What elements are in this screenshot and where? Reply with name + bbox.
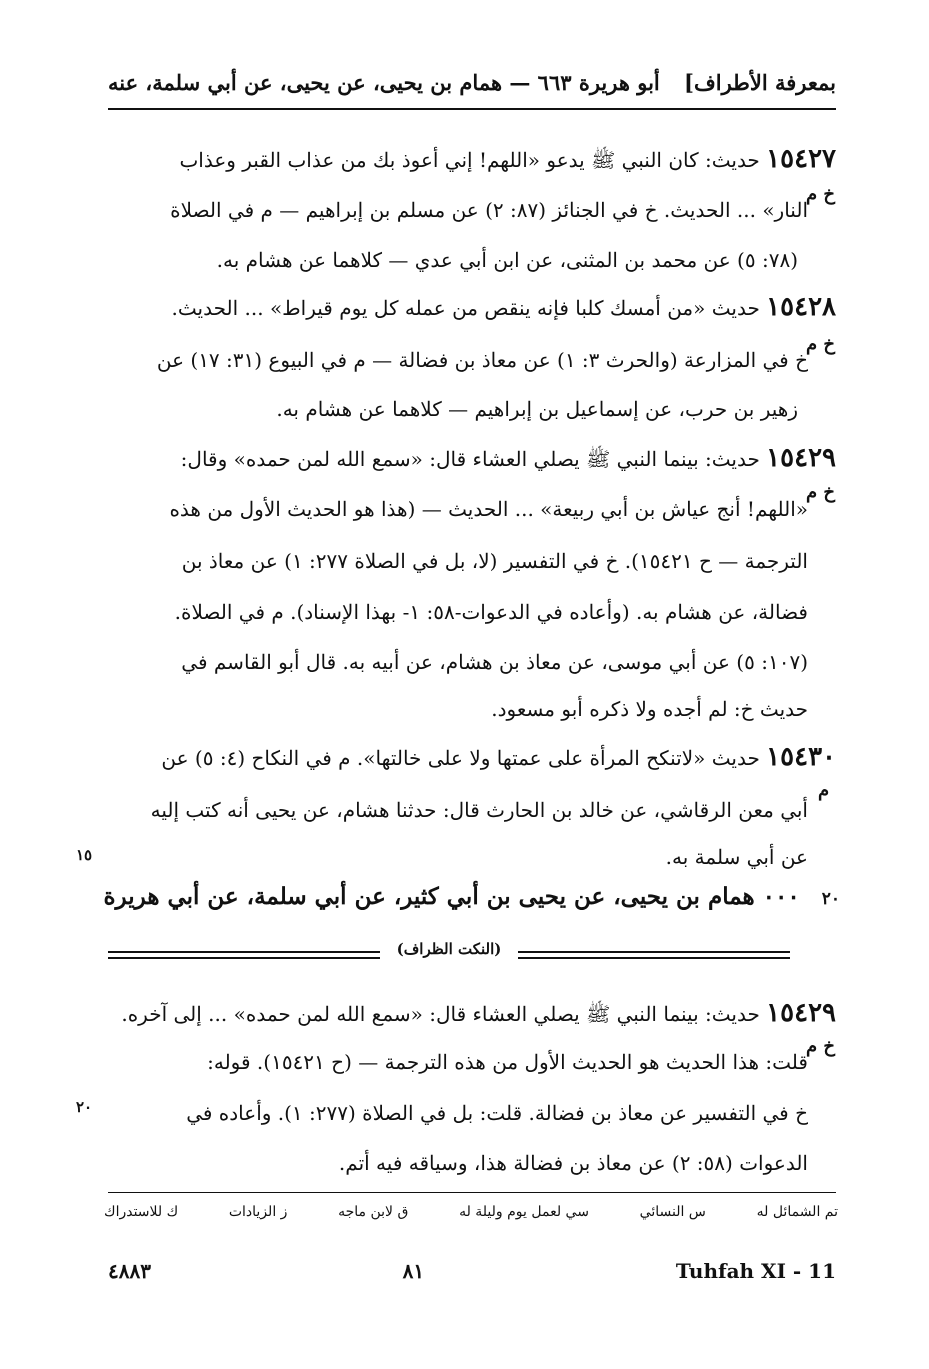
footer-right: Tuhfah XI - 11: [675, 1259, 836, 1283]
nukat-label: (النكت الظراف): [396, 940, 502, 958]
text-line: [108, 692, 808, 728]
line-text: «اللهم! أنج عياش بن أبي ربيعة» ... الحديث — (هذا هو الحديث الأول من هذه: [169, 497, 808, 521]
line-text: حديث: بينما النبي ﷺ يصلي العشاء قال: «سمع الله لمن حمده» وقال:: [180, 447, 760, 471]
margin-siglum: م: [818, 780, 830, 801]
sigla-key: [104, 1204, 838, 1234]
margin-siglum: خ م: [806, 1036, 836, 1057]
line-text: حديث «لاتنكح المرأة على عمتها ولا على خالتها». م في النكاح (٤: ٥) عن: [161, 746, 760, 770]
hadith-number: ١٥٤٢٨: [766, 292, 836, 322]
line-text: حديث «من أمسك كلبا فإنه ينقص من عمله كل يوم قيراط» ... الحديث.: [171, 296, 760, 320]
line-number: ١٥: [76, 846, 93, 864]
margin-siglum: خ م: [806, 334, 836, 355]
hadith-number: ١٥٤٢٩: [766, 998, 836, 1028]
page-footer: [108, 1256, 836, 1286]
siglum-item: ز الزيادات: [228, 1204, 288, 1220]
isnad-text: ٠٠٠ همام بن يحيى، عن يحيى بن أبي كثير، عن أبي سلمة، عن أبي هريرة: [103, 883, 800, 910]
line-text: حديث: بينما النبي ﷺ يصلي العشاء قال: «سمع الله لمن حمده» ... إلى آخره.: [121, 1002, 760, 1026]
text-line: [108, 840, 808, 876]
margin-siglum: خ م: [806, 184, 836, 205]
text-line: [108, 645, 808, 681]
margin-siglum: خ م: [806, 482, 836, 503]
divider-line: [108, 957, 380, 959]
line-text: حديث: كان النبي ﷺ يدعو «اللهم! إني أعوذ بك من عذاب القبر وعذاب: [179, 148, 760, 172]
line-text: عن أبي سلمة به.: [665, 845, 808, 869]
siglum-item: ك للاستدراك: [104, 1204, 179, 1220]
divider-line: [518, 957, 790, 959]
hadith-number: ١٥٤٢٧: [766, 144, 836, 174]
line-text: خ في التفسير عن معاذ بن فضالة. قلت: بل في الصلاة (٢٧٧: ١). وأعاده في: [186, 1101, 808, 1125]
divider-line: [108, 951, 380, 953]
line-text: أبي معن الرقاشي، عن خالد بن الحارث قال: حدثنا هشام، عن يحيى أنه كتب إليه: [150, 798, 808, 822]
hadith-number: ١٥٤٢٩: [766, 443, 836, 473]
line-text: حديث خ: لم أجده ولا ذكره أبو مسعود.: [491, 697, 808, 721]
text-line: [108, 441, 836, 477]
line-text: خ في المزارعة (والحرث ٣: ١) عن معاذ بن فضالة — م في البيوع (٣١: ١٧) عن: [156, 348, 808, 372]
text-line: [108, 544, 808, 580]
line-text: (١٠٧: ٥) عن أبي موسى، عن معاذ بن هشام، عن أبيه به. قال أبو القاسم في: [181, 650, 808, 674]
siglum-item: ق لابن ماجه: [338, 1204, 409, 1220]
text-line: [108, 392, 798, 428]
isnad-heading: [103, 883, 840, 910]
text-line: [108, 996, 836, 1032]
line-text: النار» ... الحديث. خ في الجنائز (٨٧: ٢) عن مسلم بن إبراهيم — م في الصلاة: [170, 198, 808, 222]
line-text: الترجمة — ح ١٥٤٢١). خ في التفسير (لا، بل في الصلاة ٢٧٧: ١) عن معاذ بن: [181, 549, 808, 573]
text-line: [108, 492, 808, 528]
page-number: ٨١: [402, 1259, 425, 1283]
header-rule: [108, 108, 836, 110]
text-line: [108, 1146, 808, 1182]
text-line: [108, 740, 836, 776]
text-line: [108, 343, 808, 379]
hadith-number: ١٥٤٣٠: [766, 742, 836, 772]
text-line: [108, 243, 798, 279]
line-text: زهير بن حرب، عن إسماعيل بن إبراهيم — كلاهما عن هشام به.: [276, 397, 798, 421]
siglum-item: تم الشمائل له: [756, 1204, 838, 1220]
line-text: (٧٨: ٥) عن محمد بن المثنى، عن ابن أبي عدي — كلاهما عن هشام به.: [216, 248, 798, 272]
siglum-item: س النسائي: [639, 1204, 706, 1220]
text-line: [108, 793, 808, 829]
text-line: [108, 1096, 808, 1132]
line-text: الدعوات (٥٨: ٢) عن معاذ بن فضالة هذا، وسياقه فيه أتم.: [338, 1151, 808, 1175]
running-header: [108, 62, 836, 102]
line-number: ٢٠: [76, 1098, 93, 1116]
text-line: [108, 1045, 808, 1081]
nukat-divider: [108, 940, 790, 965]
header-center: أبو هريرة ٦٦٣ — همام بن يحيى، عن يحيى، عن أبي سلمة، عنه: [108, 69, 660, 95]
header-right: بمعرفة الأطراف]: [684, 69, 836, 95]
line-text: فضالة، عن هشام به. (وأعاده في الدعوات-٥٨: ١- بهذا الإسناد). م في الصلاة.: [174, 600, 808, 624]
isnad-number: ٢٠: [821, 889, 840, 909]
text-line: [108, 142, 836, 178]
line-text: قلت: هذا الحديث هو الحديث الأول من هذه الترجمة — (ح ١٥٤٢١). قوله:: [207, 1050, 808, 1074]
text-line: [108, 193, 808, 229]
divider-line: [518, 951, 790, 953]
footnote-rule: [108, 1192, 836, 1193]
text-line: [108, 595, 808, 631]
footer-left: ٤٨٨٣: [108, 1259, 151, 1283]
text-line: [108, 290, 836, 326]
siglum-item: سي لعمل يوم وليلة له: [459, 1204, 589, 1220]
